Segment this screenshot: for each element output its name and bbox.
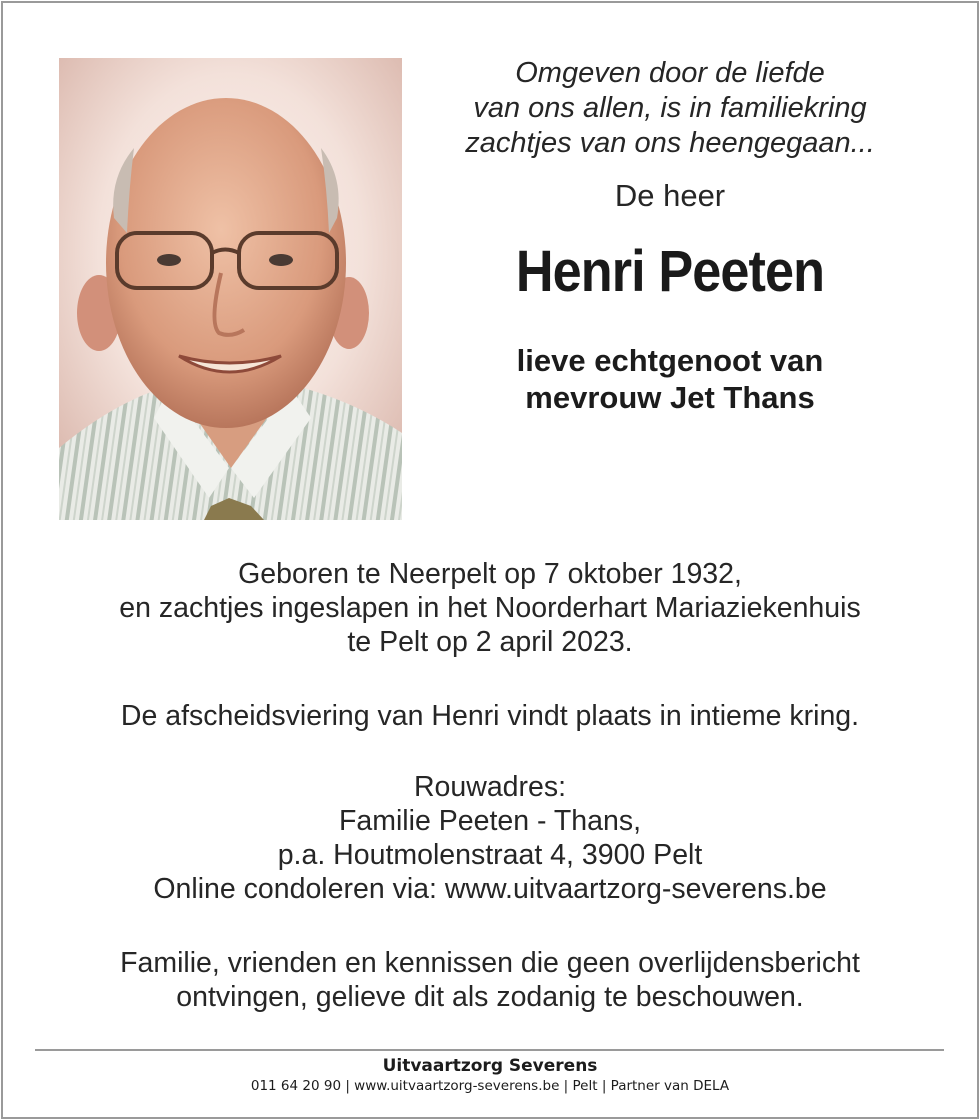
intro-verse <box>430 56 910 161</box>
intro-line: Omgeven door de liefde <box>515 57 825 89</box>
paragraph-line: Geboren te Neerpelt op 7 oktober 1932, <box>238 558 742 590</box>
condolence-link: Online condoleren via: www.uitvaartzorg-severens.be <box>153 873 827 905</box>
birth-death-paragraph <box>40 557 940 659</box>
paragraph-line: p.a. Houtmolenstraat 4, 3900 Pelt <box>277 839 703 871</box>
relation <box>430 342 910 416</box>
funeral-home-contact: 011 64 20 90 | www.uitvaartzorg-severens.be | Pelt | Partner van DELA <box>250 1078 730 1094</box>
footer-divider <box>35 1049 944 1051</box>
relation-line: mevrouw Jet Thans <box>525 380 815 415</box>
paragraph-line: Rouwadres: <box>413 771 567 803</box>
intro-line: van ons allen, is in familiekring <box>473 92 867 124</box>
notice-paragraph <box>40 946 940 1014</box>
header-column <box>430 56 910 416</box>
relation-line: lieve echtgenoot van <box>516 343 824 378</box>
paragraph-line: en zachtjes ingeslapen in het Noorderhart Mariaziekenhuis <box>119 592 861 624</box>
address-paragraph <box>40 770 940 906</box>
funeral-home-name: Uitvaartzorg Severens <box>382 1056 598 1076</box>
salutation: De heer <box>614 178 726 213</box>
paragraph-line: Familie Peeten - Thans, <box>338 805 642 837</box>
paragraph-line: Familie, vrienden en kennissen die geen overlijdensbericht <box>120 947 860 979</box>
deceased-name: Henri Peeten <box>515 239 825 304</box>
intro-line: zachtjes van ons heengegaan... <box>465 127 875 159</box>
paragraph-line: ontvingen, gelieve dit als zodanig te beschouwen. <box>176 981 804 1013</box>
paragraph-line: te Pelt op 2 april 2023. <box>347 626 633 658</box>
ceremony-paragraph <box>40 699 940 733</box>
portrait-photo <box>59 58 402 520</box>
paragraph-line: De afscheidsviering van Henri vindt plaats in intieme kring. <box>120 700 860 732</box>
